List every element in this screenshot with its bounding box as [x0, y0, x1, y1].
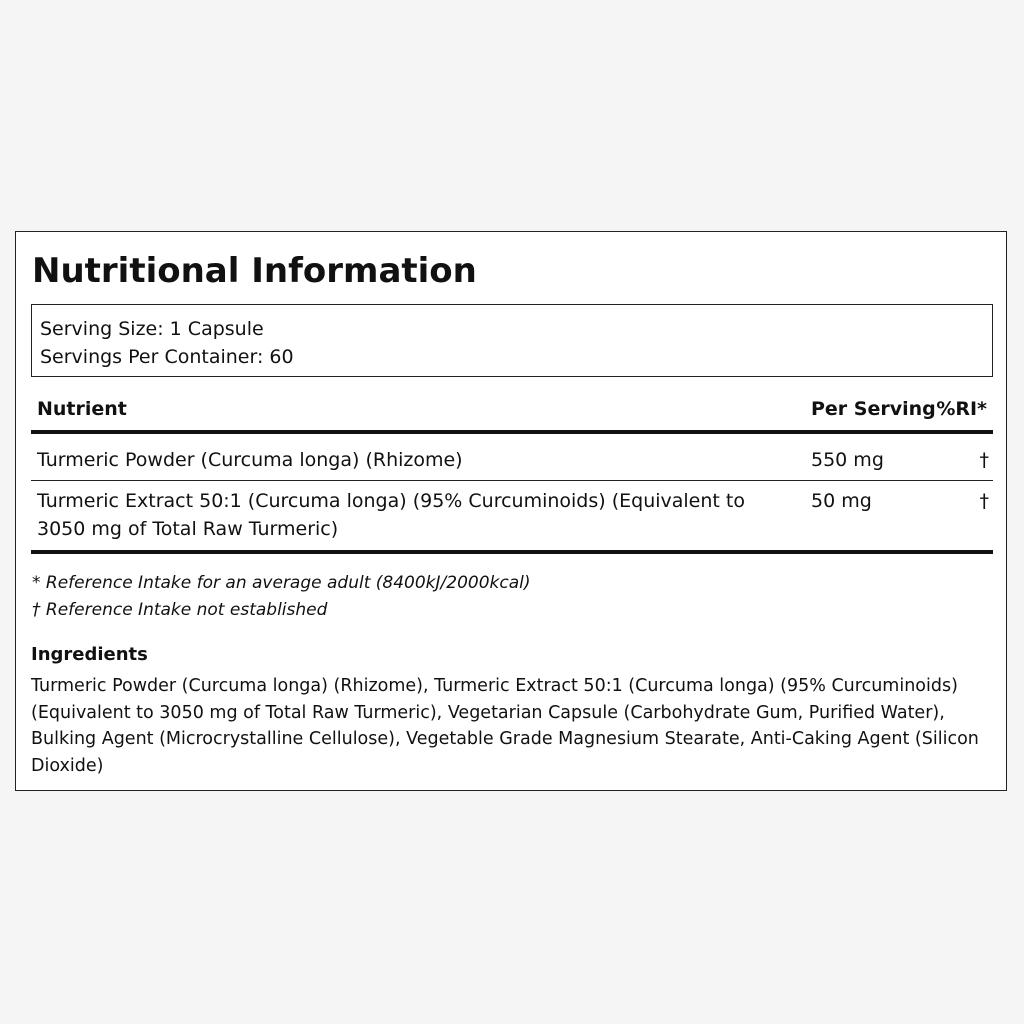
header-nutrient: Nutrient	[37, 398, 127, 420]
footnote-ri: * Reference Intake for an average adult (8400kJ/2000kcal)	[32, 573, 531, 593]
serving-info-box	[31, 304, 993, 377]
nutrient-ri: †	[979, 490, 989, 512]
footnotes	[32, 570, 531, 624]
nutrient-name: Turmeric Extract 50:1 (Curcuma longa) (95% Curcuminoids) (Equivalent to 3050 mg of Total Raw Turmeric)	[37, 490, 745, 540]
nutrition-panel	[15, 231, 1007, 791]
nutrient-name: Turmeric Powder (Curcuma longa) (Rhizome)	[37, 449, 463, 471]
nutrient-table	[31, 390, 993, 554]
nutrient-ri: †	[979, 449, 989, 471]
serving-size: Serving Size: 1 Capsule	[40, 318, 264, 340]
footnote-not-established: † Reference Intake not established	[32, 600, 328, 620]
ingredients-text: Turmeric Powder (Curcuma longa) (Rhizome), Turmeric Extract 50:1 (Curcuma longa) (95% Curcuminoids) (Equivalent to 3050 mg of Total Raw Turmeric), Vegetarian Capsule (Carbohydrate Gum, Purified Water), Bulking Agent (Microcrystalline Cellulose), Vegetable Grade Magnesium Stearate, Anti-Caking Agent (Silicon Dioxide)	[31, 676, 979, 776]
nutrient-amount: 50 mg	[811, 490, 872, 512]
table-row	[31, 480, 993, 554]
ingredients-heading: Ingredients	[31, 644, 148, 665]
table-row	[31, 434, 993, 480]
nutrient-amount: 550 mg	[811, 449, 884, 471]
servings-per-container: Servings Per Container: 60	[40, 346, 294, 368]
header-per-serving: Per Serving	[811, 398, 936, 420]
panel-title: Nutritional Information	[32, 251, 477, 291]
header-ri: %RI*	[936, 398, 987, 420]
table-header	[31, 390, 993, 434]
